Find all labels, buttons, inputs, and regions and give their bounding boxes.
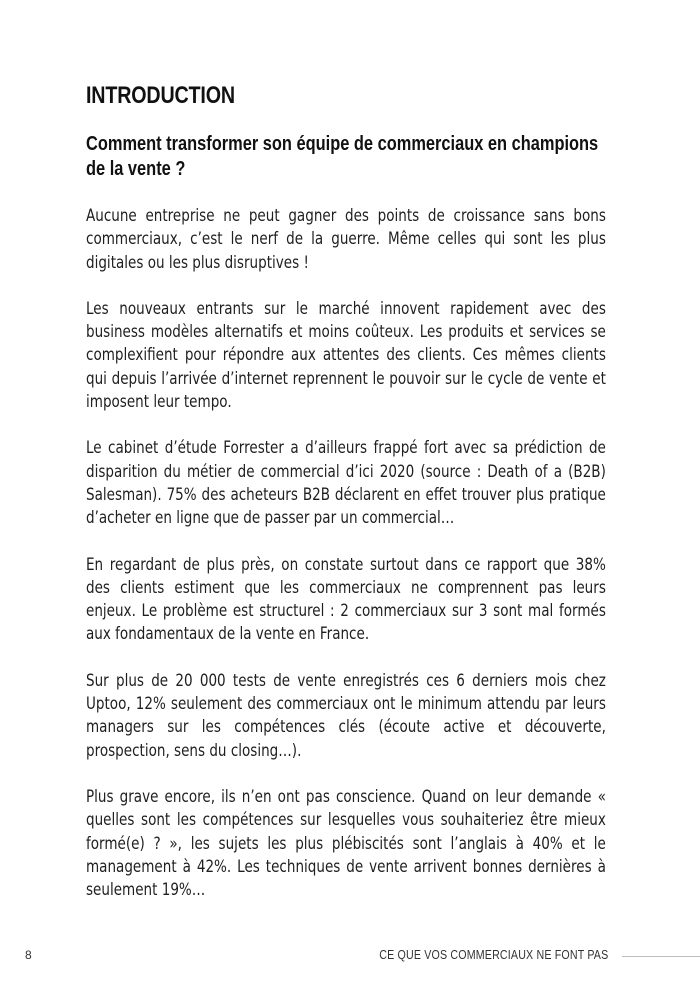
running-title: CE QUE VOS COMMERCIAUX NE FONT PAS [378,947,608,962]
footer-divider [622,956,700,957]
paragraph: Plus grave encore, ils n’en ont pas conscience. Quand on leur demande « quelles sont les compétences sur lesquelles vous souhaiteriez être mieux formé(e) ? », les sujets les plus plébiscités sont l’anglais à 40% et le management à 42%. Les techniques de vente arrivent bonnes dernières à seulement 19%… [86,786,606,900]
body-text [86,204,606,924]
paragraph: En regardant de plus près, on constate surtout dans ce rapport que 38% des clients estiment que les commerciaux ne comprennent pas leurs enjeux. Le problème est structurel : 2 commerciaux sur 3 sont mal formés aux fondamentaux de la vente en France. [86,554,606,644]
paragraph: Aucune entreprise ne peut gagner des points de croissance sans bons commerciaux, c’est le nerf de la guerre. Même celles qui sont les plus digitales ou les plus disruptives ! [86,206,606,272]
paragraph: Le cabinet d’étude Forrester a d’ailleurs frappé fort avec sa prédiction de disparition du métier de commercial d’ici 2020 (source : Death of a (B2B) Salesman). 75% des acheteurs B2B déclarent en effet trouver plus pratique d’acheter en ligne que de passer par un commercial… [86,438,606,528]
section-subheading: Comment transformer son équipe de commerciaux en champions de la vente ? [86,133,599,180]
section-heading: INTRODUCTION [86,82,235,109]
paragraph: Sur plus de 20 000 tests de vente enregistrés ces 6 derniers mois chez Uptoo, 12% seulement des commerciaux ont le minimum attendu par leurs managers sur les compétences clés (écoute active et découverte, prospection, sens du closing…). [86,670,606,760]
paragraph: Les nouveaux entrants sur le marché innovent rapidement avec des business modèles alternatifs et moins coûteux. Les produits et services se complexifient pour répondre aux attentes des clients. Ces mêmes clients qui depuis l’arrivée d’internet reprennent le pouvoir sur le cycle de vente et imposent leur tempo. [86,298,606,412]
page-number: 8 [25,948,32,962]
